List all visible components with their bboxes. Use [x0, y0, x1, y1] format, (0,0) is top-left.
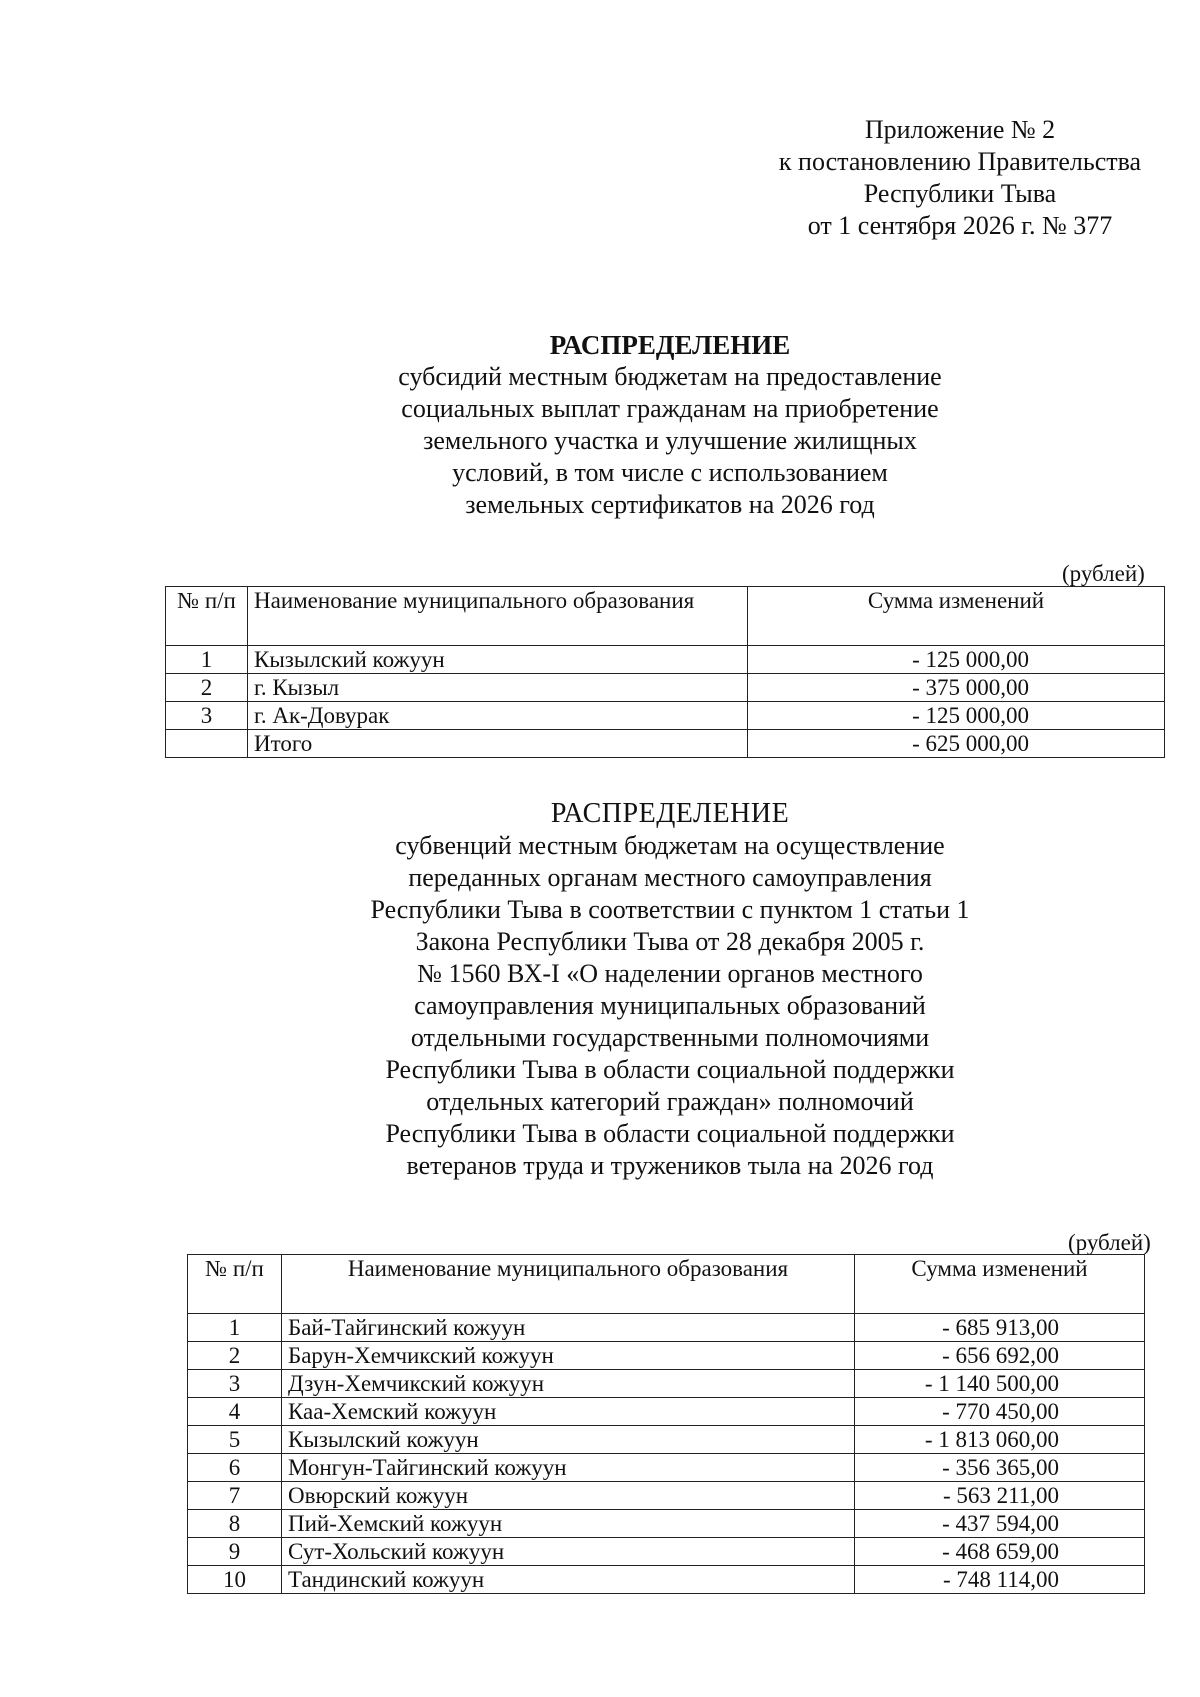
row-name: Каа-Хемский кожуун	[282, 1398, 855, 1426]
row-num: 9	[188, 1538, 282, 1566]
header-amount: Сумма изменений	[855, 1255, 1145, 1314]
header-name: Наименование муниципального образования	[248, 587, 748, 646]
row-amount: - 375 000,00	[748, 674, 1165, 702]
row-name: Монгун-Тайгинский кожуун	[282, 1454, 855, 1482]
table-row	[188, 1426, 1145, 1454]
table-row	[188, 1454, 1145, 1482]
section1-subtitle-line: земельного участка и улучшение жилищных	[423, 426, 917, 455]
appendix-line: Приложение № 2	[864, 115, 1056, 144]
row-num: 1	[166, 646, 248, 674]
row-amount: - 656 692,00	[855, 1342, 1145, 1370]
table-row	[166, 674, 1165, 702]
row-amount: - 748 114,00	[855, 1566, 1145, 1594]
row-name: Кызылский кожуун	[282, 1426, 855, 1454]
row-amount: - 125 000,00	[748, 646, 1165, 674]
table-row	[188, 1482, 1145, 1510]
row-name: г. Ак-Довурак	[248, 702, 748, 730]
row-name: Итого	[248, 730, 748, 758]
section2-subtitle-line: ветеранов труда и тружеников тыла на 2026 год	[406, 1151, 934, 1180]
header-name: Наименование муниципального образования	[282, 1255, 855, 1314]
row-name: Барун-Хемчикский кожуун	[282, 1342, 855, 1370]
row-amount: - 125 000,00	[748, 702, 1165, 730]
row-num: 3	[188, 1370, 282, 1398]
row-name: Дзун-Хемчикский кожуун	[282, 1370, 855, 1398]
row-name: г. Кызыл	[248, 674, 748, 702]
table-row	[188, 1370, 1145, 1398]
row-num: 7	[188, 1482, 282, 1510]
table-row	[188, 1510, 1145, 1538]
section2-subtitle-line: переданных органам местного самоуправления	[408, 863, 932, 892]
section1-subtitle-line: земельных сертификатов на 2026 год	[465, 490, 875, 519]
row-num: 4	[188, 1398, 282, 1426]
row-num: 10	[188, 1566, 282, 1594]
table-row	[188, 1538, 1145, 1566]
section2-table	[187, 1254, 1145, 1594]
appendix-line: от 1 сентября 2026 г. № 377	[807, 211, 1113, 240]
table-row	[166, 646, 1165, 674]
row-num	[166, 730, 248, 758]
row-name: Бай-Тайгинский кожуун	[282, 1314, 855, 1342]
table-header-row	[188, 1255, 1145, 1314]
table-row	[166, 702, 1165, 730]
row-amount: - 437 594,00	[855, 1510, 1145, 1538]
section2-subtitle-line: № 1560 ВХ-I «О наделении органов местного	[417, 959, 923, 988]
row-num: 2	[188, 1342, 282, 1370]
section2-subtitle-line: отдельными государственными полномочиями	[410, 1023, 930, 1052]
section1-title: РАСПРЕДЕЛЕНИЕ	[549, 330, 791, 360]
header-amount: Сумма изменений	[748, 587, 1165, 646]
section1-table	[165, 586, 1165, 758]
row-num: 5	[188, 1426, 282, 1454]
section1-unit: (рублей)	[1062, 561, 1145, 586]
row-num: 3	[166, 702, 248, 730]
section1-subtitle-line: субсидий местным бюджетам на предоставление	[398, 362, 942, 391]
section2-subtitle-line: Республики Тыва в соответствии с пунктом 1 статьи 1	[370, 895, 970, 924]
section2-subtitle-line: отдельных категорий граждан» полномочий	[426, 1087, 914, 1116]
table-row	[188, 1566, 1145, 1594]
appendix-line: к постановлению Правительства	[778, 147, 1142, 176]
header-num: № п/п	[188, 1255, 282, 1314]
row-name: Овюрский кожуун	[282, 1482, 855, 1510]
row-num: 1	[188, 1314, 282, 1342]
row-name: Пий-Хемский кожуун	[282, 1510, 855, 1538]
row-amount: - 625 000,00	[748, 730, 1165, 758]
section2-subtitle-line: Республики Тыва в области социальной поддержки	[385, 1119, 955, 1148]
table-total-row	[166, 730, 1165, 758]
row-num: 6	[188, 1454, 282, 1482]
row-amount: - 1 140 500,00	[855, 1370, 1145, 1398]
row-name: Кызылский кожуун	[248, 646, 748, 674]
row-amount: - 563 211,00	[855, 1482, 1145, 1510]
row-amount: - 1 813 060,00	[855, 1426, 1145, 1454]
appendix-block	[750, 114, 1170, 242]
table-row	[188, 1398, 1145, 1426]
table-row	[188, 1314, 1145, 1342]
row-amount: - 356 365,00	[855, 1454, 1145, 1482]
row-amount: - 685 913,00	[855, 1314, 1145, 1342]
section1-subtitle-line: социальных выплат гражданам на приобретение	[401, 394, 939, 423]
section2-heading	[280, 798, 1060, 1182]
table-row	[188, 1342, 1145, 1370]
table-header-row	[166, 587, 1165, 646]
section2-subtitle-line: Республики Тыва в области социальной поддержки	[385, 1055, 955, 1084]
row-num: 2	[166, 674, 248, 702]
section2-subtitle-line: субвенций местным бюджетам на осуществление	[395, 831, 945, 860]
section2-title: РАСПРЕДЕЛЕНИЕ	[550, 798, 790, 829]
header-num: № п/п	[166, 587, 248, 646]
row-num: 8	[188, 1510, 282, 1538]
row-amount: - 468 659,00	[855, 1538, 1145, 1566]
section1-subtitle-line: условий, в том числе с использованием	[452, 458, 888, 487]
section2-unit: (рублей)	[1068, 1230, 1151, 1255]
row-name: Тандинский кожуун	[282, 1566, 855, 1594]
row-name: Сут-Хольский кожуун	[282, 1538, 855, 1566]
appendix-line: Республики Тыва	[863, 179, 1057, 208]
section2-subtitle-line: самоуправления муниципальных образований	[414, 991, 926, 1020]
section2-subtitle-line: Закона Республики Тыва от 28 декабря 2005 г.	[415, 927, 925, 956]
section1-heading	[280, 329, 1060, 521]
row-amount: - 770 450,00	[855, 1398, 1145, 1426]
